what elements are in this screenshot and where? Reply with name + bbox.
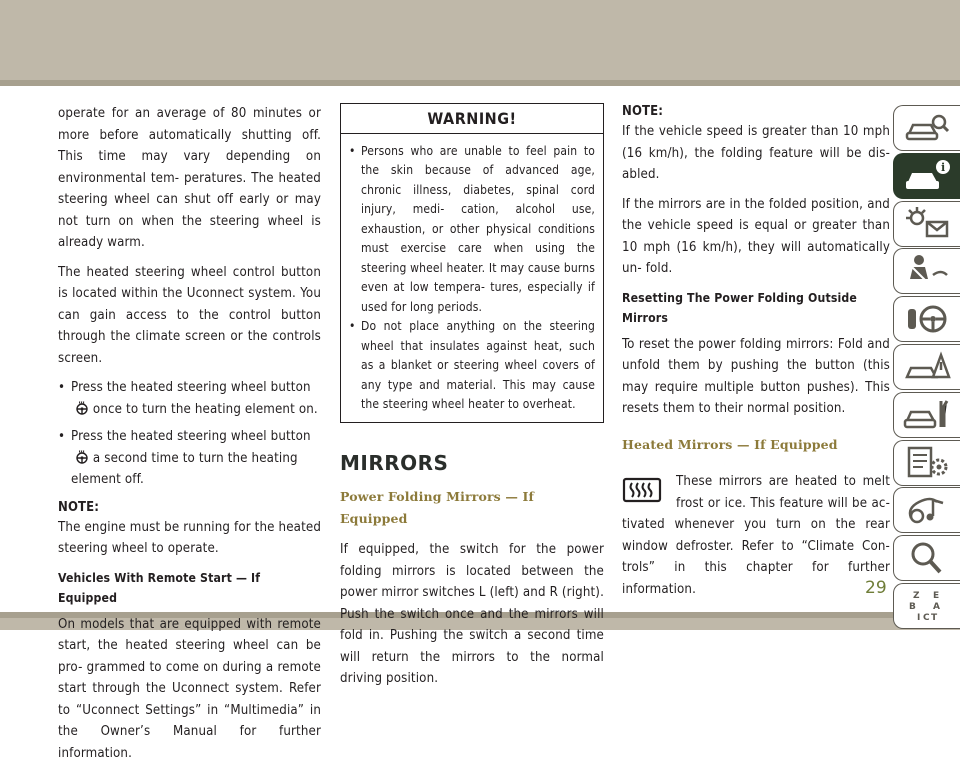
alphabet-index-icon	[903, 588, 951, 624]
tab-car-info[interactable]	[893, 153, 960, 199]
header-rule	[0, 80, 960, 86]
dashboard-lights-icon	[903, 206, 951, 242]
note-text: If the mirrors are in the folded position, and the vehicle speed is equal or greater than 10 mph (16 km/h), they will automatically un- fold.	[622, 196, 890, 276]
note-label: NOTE:	[622, 104, 664, 119]
bullet-list	[58, 377, 321, 491]
column-3	[622, 103, 890, 600]
warning-item: • Do not place anything on the steering wheel that insulates against heat, such as a blanket or steering wheel covers of any type and material. This may cause the steering wheel heater to overheat.	[349, 317, 595, 415]
svg-text:B: B	[909, 601, 916, 612]
tab-multimedia[interactable]	[893, 487, 960, 533]
tab-steering-wheel-key[interactable]	[893, 296, 960, 342]
column-1	[58, 103, 321, 772]
tab-car-magnifier[interactable]	[893, 105, 960, 151]
tab-dashboard-lights[interactable]	[893, 201, 960, 247]
warning-box	[340, 103, 604, 423]
bullet-text: Press the heated steering wheel button	[71, 429, 311, 444]
tab-index[interactable]	[893, 583, 960, 629]
svg-text:I: I	[917, 612, 921, 623]
warning-item: • Persons who are unable to feel pain to the skin because of advanced age, chronic illness, diabetes, spinal cord injury, medi- cation, alcohol use, exhaustion, or other physical conditions must exercise care when using the steering wheel heater. It may cause burns even at low tempera- tures, especially if used for long periods.	[349, 142, 595, 318]
column-2	[340, 103, 604, 698]
rear-defroster-icon	[622, 477, 662, 503]
car-hazard-icon	[903, 349, 951, 385]
paragraph-text: These mirrors are heated to melt frost or ice. This feature will be ac- tivated whenever you turn on the rear window defroster. Refer to “Climate Con- trols” in this chapter for further information.	[622, 474, 890, 597]
bullet-text: a second time to turn the heating element off.	[71, 450, 298, 487]
note-label: NOTE:	[58, 499, 100, 515]
paragraph: To reset the power folding mirrors: Fold and unfold them by pushing the button (this may require multiple button pushes). This resets them to their normal position.	[622, 336, 890, 416]
paragraph	[622, 471, 890, 600]
car-magnifier-icon	[903, 110, 951, 146]
subsection-heading: Power Folding Mirrors — If Equipped	[340, 489, 535, 526]
car-tools-icon	[903, 397, 951, 433]
tab-service-checklist[interactable]	[893, 440, 960, 486]
paragraph: On models that are equipped with remote start, the heated steering wheel can be pro- grammed to come on during a remote start through the Uconnect system. Refer to “Uconnect Settings” in “Multimedia” in the Owner’s Manual for further information.	[58, 616, 321, 761]
tab-seatbelt-airbag[interactable]	[893, 248, 960, 294]
service-checklist-icon	[903, 445, 951, 481]
tab-search[interactable]	[893, 535, 960, 581]
page-number: 29	[865, 578, 887, 598]
note-text: If the vehicle speed is greater than 10 mph (16 km/h), the folding feature will be dis- abled.	[622, 124, 890, 182]
header-band	[0, 0, 960, 80]
paragraph: operate for an average of 80 minutes or more before automatically shutting off. This time may vary depending on environmental tem- peratures. The heated steering wheel can shut off early or may not turn on when the steering wheel is already warm.	[58, 106, 321, 250]
paragraph: The heated steering wheel control button is located within the Uconnect system. You can gain access to the control button through the climate screen or the controls screen.	[58, 264, 321, 366]
subheading: Vehicles With Remote Start — If Equipped	[58, 570, 261, 605]
svg-text:C: C	[923, 612, 930, 623]
multimedia-icon	[903, 492, 951, 528]
section-heading: MIRRORS	[340, 450, 449, 475]
list-item	[58, 377, 321, 420]
heated-steering-wheel-icon	[75, 450, 89, 464]
bullet-text: once to turn the heating element on.	[92, 401, 318, 417]
svg-text:Z: Z	[913, 590, 920, 601]
svg-text:A: A	[933, 601, 940, 612]
subsection-heading: Heated Mirrors — If Equipped	[622, 436, 838, 452]
chapter-tabs	[893, 105, 960, 631]
tab-car-tools[interactable]	[893, 392, 960, 438]
search-magnifier-icon	[903, 540, 951, 576]
warning-title: WARNING!	[341, 104, 603, 134]
note-text: The engine must be running for the heated steering wheel to operate.	[58, 519, 321, 556]
warning-list	[341, 134, 603, 422]
seatbelt-airbag-icon	[903, 253, 951, 289]
list-item	[58, 426, 321, 491]
bullet-text: Press the heated steering wheel button	[71, 380, 311, 395]
heated-steering-wheel-icon	[75, 401, 89, 415]
steering-wheel-key-icon	[903, 301, 951, 337]
tab-car-hazard[interactable]	[893, 344, 960, 390]
paragraph: If equipped, the switch for the power folding mirrors is located between the power mirror switches L (left) and R (right). Push the switch once and the mirrors will fold in. Pushing the switch a second time will return the mirrors to the normal driving position.	[340, 542, 604, 686]
svg-text:i: i	[941, 160, 946, 174]
svg-text:E: E	[933, 590, 940, 601]
subheading: Resetting The Power Folding Outside Mirrors	[622, 290, 858, 325]
car-info-icon	[903, 158, 951, 194]
svg-text:T: T	[931, 612, 938, 623]
